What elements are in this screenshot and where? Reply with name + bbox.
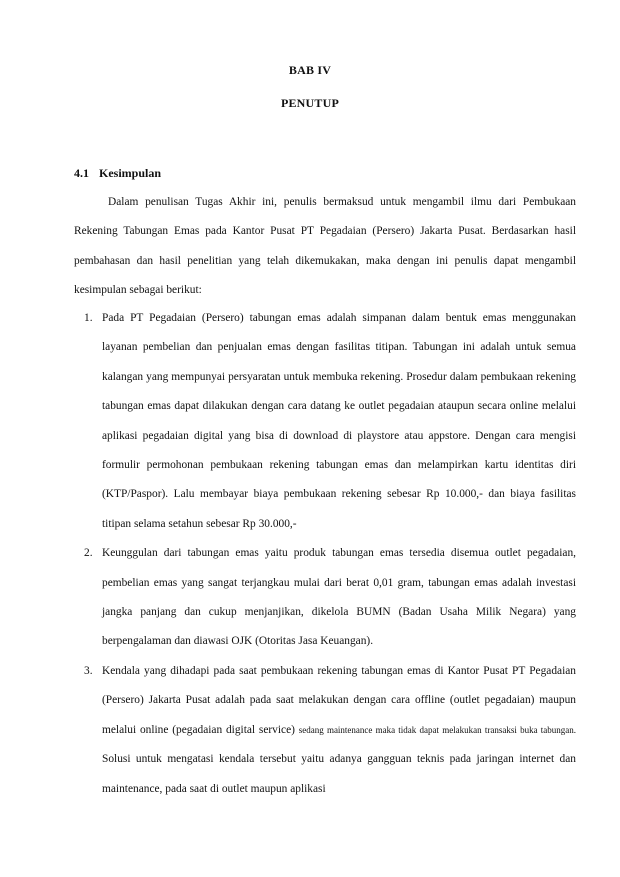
section-title: Kesimpulan (99, 166, 162, 180)
list-text: Solusi untuk mengatasi kendala tersebut yaitu adanya gangguan teknis pada jaringan internet dan maintenance, pada saat di outlet maupun aplikasi (102, 753, 576, 795)
list-item (74, 657, 576, 804)
list-text: Keunggulan dari tabungan emas yaitu produk tabungan emas tersedia disemua outlet pegadaian, pembelian emas yang sangat terjangkau mulai dari berat 0,01 gram, tabungan emas adalah investasi jangka panjang dan cukup menjanjikan, dikelola BUMN (Badan Usaha Milik Negara) yang berpengalaman dan diawasi OJK (Otoritas Jasa Keuangan). (102, 547, 576, 648)
chapter-heading: BAB IV (288, 63, 332, 77)
section-number: 4.1 (74, 166, 89, 180)
list-number: 2. (84, 547, 93, 560)
list-item (74, 539, 576, 657)
list-text: Kendala yang dihadapi pada saat pembukaan rekening tabungan emas di Kantor Pusat PT Pegadaian (Persero) Jakarta Pusat adalah pada saat melakukan dengan cara offline (outlet pegadaian) maupun melalui online (pegadaian digital service) (102, 664, 576, 736)
list-text-small: sedang maintenance maka tidak dapat melakukan transaksi buka tabungan. (298, 724, 576, 735)
intro-paragraph: Dalam penulisan Tugas Akhir ini, penulis bermaksud untuk mengambil ilmu dari Pembukaan Rekening Tabungan Emas pada Kantor Pusat PT Pegadaian (Persero) Jakarta Pusat. Berdasarkan hasil pembahasan dan hasil penelitian yang telah dikemukakan, maka dengan ini penulis dapat mengambil kesimpulan sebagai berikut: (74, 196, 576, 297)
list-item (74, 304, 576, 539)
section-heading (74, 166, 161, 181)
list-number: 3. (84, 664, 93, 677)
list-text: Pada PT Pegadaian (Persero) tabungan emas adalah simpanan dalam bentuk emas menggunakan layanan pembelian dan penjualan emas dengan fasilitas titipan. Tabungan ini adalah untuk semua kalangan yang mempunyai persyaratan untuk membuka rekening. Prosedur dalam pembukaan rekening tabungan emas dapat dilakukan dengan cara datang ke outlet pegadaian ataupun secara online melalui aplikasi pegadaian digital yang bisa di download di playstore atau appstore. Dengan cara mengisi formulir permohonan pembukaan rekening tabungan emas dan melampirkan kartu identitas diri (KTP/Paspor). Lalu membayar biaya pembukaan rekening sebesar Rp 10.000,- dan biaya fasilitas titipan selama setahun sebesar Rp 30.000,- (102, 312, 576, 530)
chapter-title: PENUTUP (280, 96, 340, 110)
conclusion-list (74, 304, 576, 804)
list-number: 1. (84, 312, 93, 324)
